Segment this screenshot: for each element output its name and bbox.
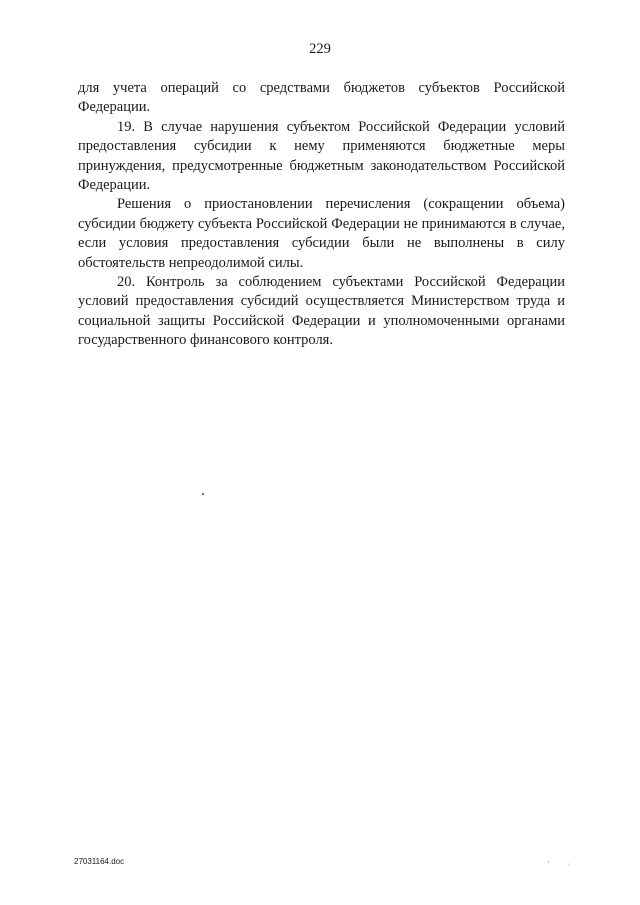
paragraph-item-20: 20. Контроль за соблюдением субъектами Российской Федерации условий предоставления субсидий осуществляется Министерством труда и социальной защиты Российской Федерации и уполномоченными органами государственного финансового контроля. (78, 274, 565, 349)
footer-filename: 27031164.doc (74, 857, 125, 866)
footer-marks: ' · (548, 861, 578, 868)
page-number: 229 (309, 41, 331, 57)
paragraph-item-19: 19. В случае нарушения субъектом Российской Федерации условий предоставления субсидии к нему применяются бюджетные меры принуждения, предусмотренные бюджетным законодательством Российской Федерации. (78, 118, 565, 194)
scan-speck (202, 493, 204, 495)
document-body (78, 79, 565, 351)
paragraph-continuation: для учета операций со средствами бюджетов субъектов Российской Федерации. (78, 80, 565, 116)
paragraph-decisions: Решения о приостановлении перечисления (сокращении объема) субсидии бюджету субъекта Российской Федерации не принимаются в случае, если условия предоставления субсидии были не выполнены в силу обстоятельств непреодолимой силы. (78, 196, 565, 271)
